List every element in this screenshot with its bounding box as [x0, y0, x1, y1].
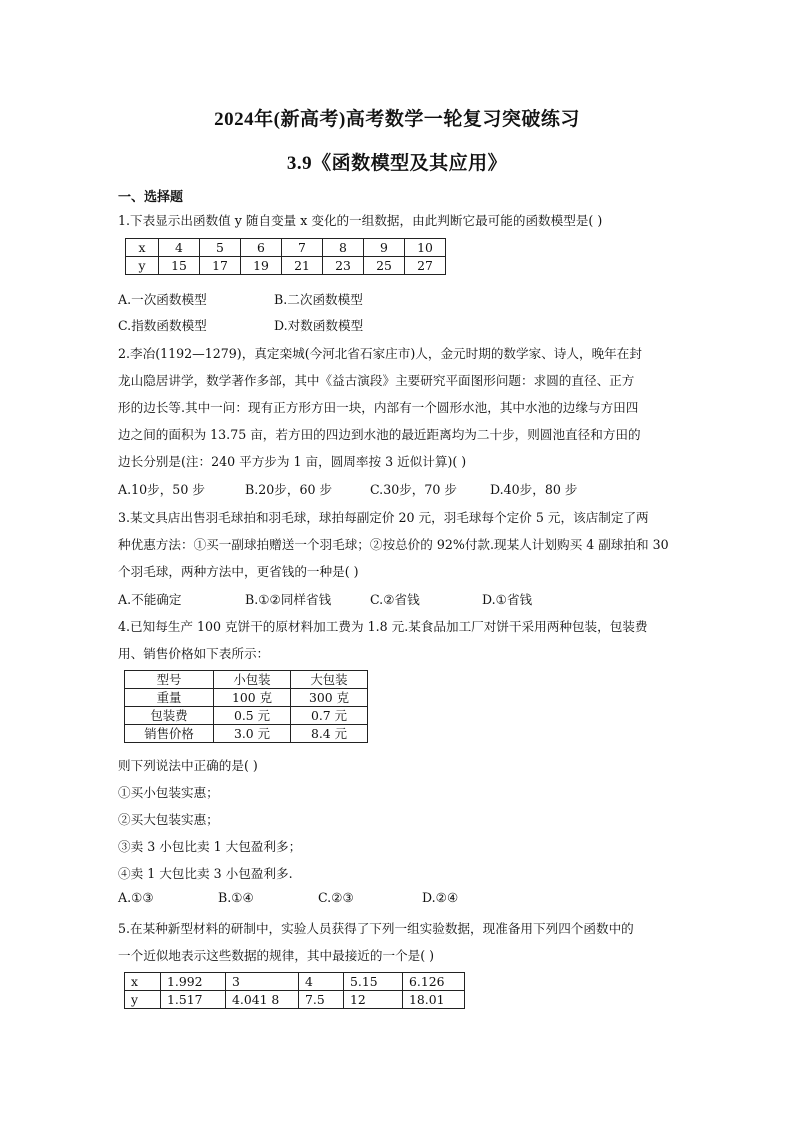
option-d: D.对数函数模型 — [274, 318, 364, 333]
table-cell: 25 — [364, 257, 405, 275]
table-cell: y — [126, 257, 159, 275]
question-5-table — [124, 972, 465, 1009]
table-row — [126, 239, 446, 257]
table-cell: 包装费 — [125, 707, 214, 725]
option-c: C.②省钱 — [370, 592, 420, 607]
table-cell: 6 — [241, 239, 282, 257]
question-2-options — [118, 479, 578, 498]
table-cell: 5 — [200, 239, 241, 257]
option-a: A.10步，50 步 — [118, 482, 205, 497]
table-cell: 3.0 元 — [214, 725, 291, 743]
question-4-options — [118, 890, 458, 905]
table-cell: 型号 — [125, 671, 214, 689]
question-4-text: 4.已知每生产 100 克饼干的原材料加工费为 1.8 元.某食品加工厂对饼干采用两种包装，包装费 — [118, 619, 648, 634]
table-cell: 9 — [364, 239, 405, 257]
question-4-text: 用、销售价格如下表所示： — [118, 646, 270, 661]
question-2-text: 形的边长等.其中一问：现有正方形方田一块，内部有一个圆形水池，其中水池的边缘与方田四 — [118, 400, 639, 415]
table-cell: x — [126, 239, 159, 257]
question-5-text: 5.在某种新型材料的研制中，实验人员获得了下列一组实验数据，现准备用下列四个函数中的 — [118, 921, 634, 936]
page-subtitle: 3.9《函数模型及其应用》 — [286, 153, 508, 174]
option-c: C.30步，70 步 — [370, 482, 458, 497]
table-cell: 3 — [226, 973, 299, 991]
table-cell: 小包装 — [214, 671, 291, 689]
table-cell: 4.041 8 — [226, 991, 299, 1009]
question-1-table — [125, 238, 446, 275]
question-2-text: 边长分别是(注：240 平方步为 1 亩，圆周率按 3 近似计算)( ) — [118, 454, 467, 469]
table-cell: 19 — [241, 257, 282, 275]
question-5-text: 一个近似地表示这些数据的规律，其中最接近的一个是( ) — [118, 948, 435, 963]
option-a: A.不能确定 — [118, 592, 182, 607]
table-row — [125, 725, 368, 743]
option-b: B.二次函数模型 — [274, 292, 363, 307]
table-cell: 8 — [323, 239, 364, 257]
option-d: D.40步，80 步 — [490, 482, 578, 497]
option-a: A.一次函数模型 — [118, 292, 207, 307]
table-row — [125, 689, 368, 707]
table-cell: 17 — [200, 257, 241, 275]
question-2-text: 2.李冶(1192—1279)，真定栾城(今河北省石家庄市)人，金元时期的数学家、诗人，晚年在封 — [118, 346, 642, 361]
table-cell: 4 — [159, 239, 200, 257]
option-c: C.指数函数模型 — [118, 318, 207, 333]
table-cell: 5.15 — [344, 973, 403, 991]
option-b: B.①②同样省钱 — [245, 592, 332, 607]
table-cell: y — [125, 991, 161, 1009]
table-cell: 7 — [282, 239, 323, 257]
statement-2: ②买大包装实惠； — [118, 812, 219, 827]
table-cell: 15 — [159, 257, 200, 275]
option-b: B.20步，60 步 — [245, 482, 333, 497]
table-cell: 100 克 — [214, 689, 291, 707]
question-1-options-row1 — [118, 289, 363, 308]
question-4-table — [124, 670, 368, 743]
table-cell: 0.7 元 — [291, 707, 368, 725]
table-row — [125, 707, 368, 725]
statement-3: ③卖 3 小包比卖 1 大包盈利多； — [118, 839, 302, 854]
question-3-options — [118, 589, 532, 608]
table-cell: x — [125, 973, 161, 991]
table-cell: 重量 — [125, 689, 214, 707]
question-4-text: 则下列说法中正确的是( ) — [118, 758, 258, 773]
question-3-text: 个羽毛球，两种方法中，更省钱的一种是( ) — [118, 564, 359, 579]
question-1-options-row2 — [118, 315, 363, 334]
table-row — [126, 257, 446, 275]
section-heading: 一、选择题 — [118, 190, 184, 205]
table-row — [125, 991, 465, 1009]
table-cell: 300 克 — [291, 689, 368, 707]
option-a: A.①③ — [118, 890, 154, 905]
table-cell: 23 — [323, 257, 364, 275]
table-cell: 大包装 — [291, 671, 368, 689]
statement-4: ④卖 1 大包比卖 3 小包盈利多. — [118, 866, 293, 881]
table-cell: 1.517 — [161, 991, 226, 1009]
option-c: C.②③ — [318, 890, 354, 905]
table-cell: 12 — [344, 991, 403, 1009]
table-row — [125, 973, 465, 991]
page-title: 2024年(新高考)高考数学一轮复习突破练习 — [214, 109, 580, 130]
table-cell: 7.5 — [299, 991, 344, 1009]
table-cell: 销售价格 — [125, 725, 214, 743]
table-row — [125, 671, 368, 689]
table-cell: 27 — [405, 257, 446, 275]
table-cell: 10 — [405, 239, 446, 257]
table-cell: 4 — [299, 973, 344, 991]
table-cell: 8.4 元 — [291, 725, 368, 743]
table-cell: 18.01 — [403, 991, 465, 1009]
table-cell: 1.992 — [161, 973, 226, 991]
question-1-text: 1.下表显示出函数值 y 随自变量 x 变化的一组数据，由此判断它最可能的函数模型是( ) — [118, 213, 603, 228]
option-d: D.①省钱 — [482, 592, 533, 607]
statement-1: ①买小包装实惠； — [118, 785, 219, 800]
option-d: D.②④ — [422, 890, 459, 905]
table-cell: 21 — [282, 257, 323, 275]
question-3-text: 种优惠方法：①买一副球拍赠送一个羽毛球；②按总价的 92%付款.现某人计划购买 4 副球拍和 30 — [118, 537, 669, 552]
table-cell: 6.126 — [403, 973, 465, 991]
table-cell: 0.5 元 — [214, 707, 291, 725]
question-3-text: 3.某文具店出售羽毛球拍和羽毛球，球拍每副定价 20 元，羽毛球每个定价 5 元，该店制定了两 — [118, 510, 649, 525]
option-b: B.①④ — [218, 890, 254, 905]
question-2-text: 龙山隐居讲学，数学著作多部，其中《益古演段》主要研究平面图形问题：求圆的直径、正方 — [118, 373, 635, 388]
question-2-text: 边之间的面积为 13.75 亩，若方田的四边到水池的最近距离均为二十步，则圆池直径和方田的 — [118, 427, 641, 442]
